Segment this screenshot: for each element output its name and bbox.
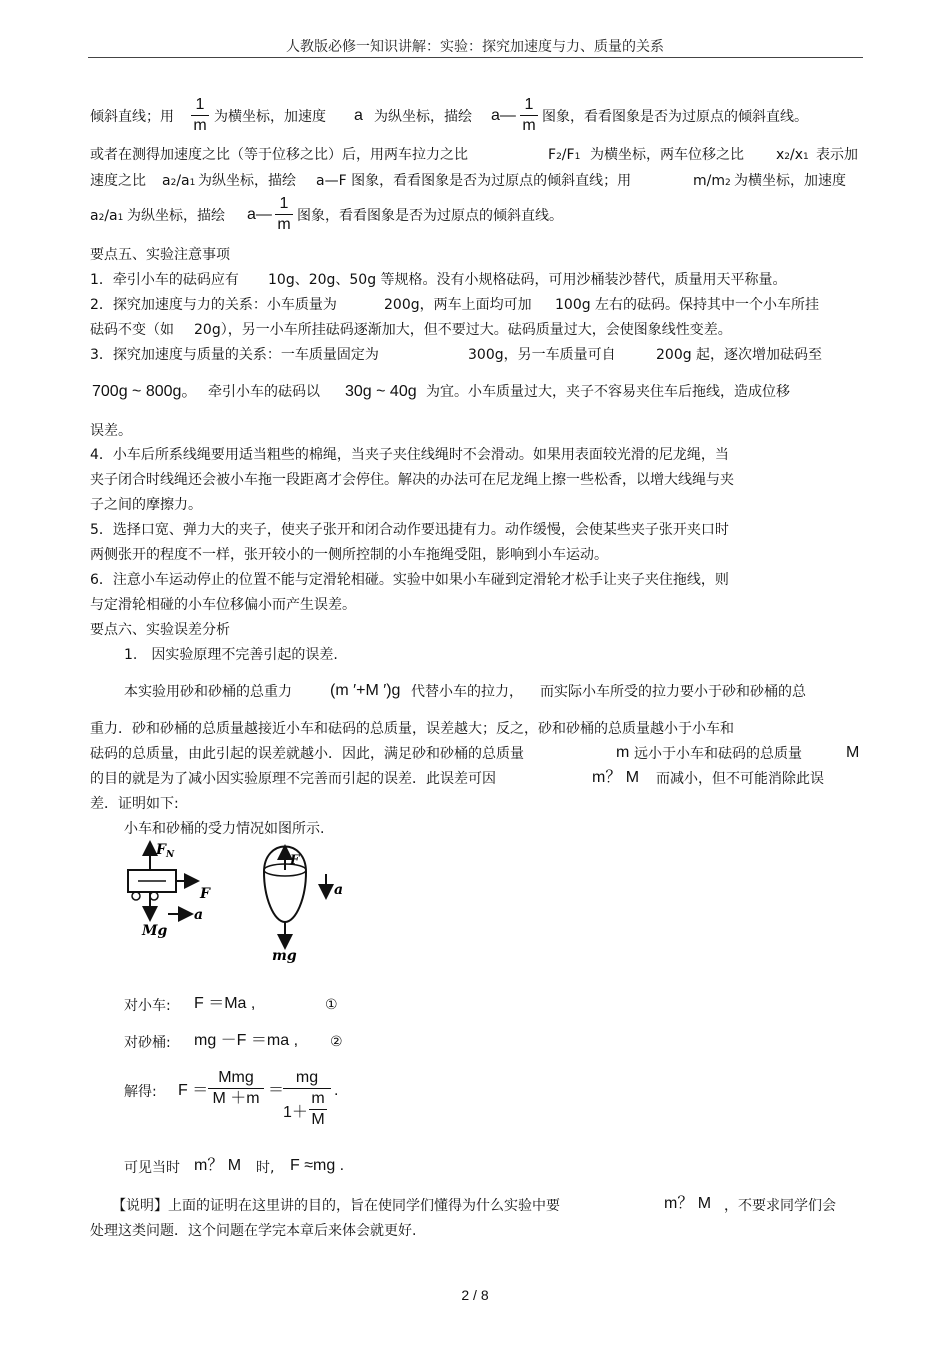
text: ＝ <box>268 1082 285 1099</box>
ratio-a2 <box>90 207 123 227</box>
t: N <box>165 850 175 860</box>
text: 误差。 <box>90 423 132 439</box>
text: m？ M <box>592 769 640 786</box>
text: 重力．砂和砂桶的总质量越接近小车和砝码的总质量，误差越大；反之，砂和砂桶的总质量越小于小车和 <box>90 721 734 737</box>
text: m <box>616 744 630 761</box>
text: 小车和砂桶的受力情况如图所示. <box>124 821 325 837</box>
text: a—F 图象，看看图象是否为过原点的倾斜直线；用 <box>316 173 632 189</box>
t: x <box>776 147 785 163</box>
t: 1 <box>189 178 196 188</box>
t: F <box>156 842 166 858</box>
t: 2 <box>98 213 105 223</box>
text: 为宜。小车质量过大，夹子不容易夹住车后拖线，造成位移 <box>426 384 790 400</box>
text: 300g，另一车质量可自 <box>468 347 616 363</box>
text: 4．小车后所系线绳要用适当粗些的棉绳，当夹子夹住线绳时不会滑动。如果用表面较光滑的尼龙绳，当 <box>90 447 729 463</box>
text: 图象，看看图象是否为过原点的倾斜直线。 <box>297 208 563 224</box>
numerator: mg <box>295 1069 319 1086</box>
ratio-x <box>776 146 809 166</box>
text: 而实际小车所受的拉力要小于砂和砂桶的总 <box>540 684 806 700</box>
text: 【说明】上面的证明在这里讲的目的，旨在使同学们懂得为什么实验中要 <box>112 1198 560 1214</box>
text: ，不要求同学们会 <box>724 1198 836 1214</box>
text: 表示加 <box>816 147 858 163</box>
equation-1: F ＝Ma , <box>194 995 256 1012</box>
text: 处理这类问题．这个问题在学完本章后来体会就更好. <box>90 1223 417 1239</box>
text: 700g ~ 800g。 <box>92 383 198 400</box>
t: a <box>162 173 171 189</box>
t: 2 <box>170 178 177 188</box>
t: M <box>311 1111 325 1128</box>
text: 而减小，但不可能消除此误 <box>656 771 824 787</box>
text: 代替小车的拉力， <box>411 684 523 700</box>
t: /a <box>176 173 190 189</box>
text: 1．牵引小车的砝码应有 <box>90 272 239 288</box>
text: 差．证明如下: <box>90 796 179 812</box>
text: 牵引小车的砝码以 <box>208 384 320 400</box>
text: 速度之比 <box>90 173 146 189</box>
t: 1 <box>574 152 581 162</box>
text: a— <box>247 206 272 223</box>
numerator: 1 <box>195 96 205 113</box>
denominator: m <box>277 216 291 233</box>
text: 为纵坐标，描绘 <box>198 173 296 189</box>
text: 100g 左右的砝码。保持其中一个小车所挂 <box>555 297 820 313</box>
text: 两侧张开的程度不一样，张开较小的一侧所控制的小车拖绳受阻，影响到小车运动。 <box>90 547 608 563</box>
label-a: a <box>334 882 344 898</box>
text: 6．注意小车运动停止的位置不能与定滑轮相碰。实验中如果小车碰到定滑轮才松手让夹子夹住拖线，则 <box>90 572 729 588</box>
t: /x <box>790 147 804 163</box>
numerator: Mmg <box>218 1069 254 1086</box>
label-a: a <box>194 907 204 923</box>
section-title: 要点五、实验注意事项 <box>90 247 230 263</box>
text: 30g ~ 40g <box>345 383 417 400</box>
text: 5．选择口宽、弹力大的夹子，使夹子张开和闭合动作要迅捷有力。动作缓慢，会使某些夹子张开夹口时 <box>90 522 729 538</box>
text: 20g），另一小车所挂砝码逐渐加大，但不要过大。砝码质量过大，会使图象线性变差。 <box>194 322 732 338</box>
text: 夹子闭合时线绳还会被小车拖一段距离才会停住。解决的办法可在尼龙绳上擦一些松香，以增大线绳与夹 <box>90 472 734 488</box>
text: . <box>334 1082 339 1099</box>
text: 200g，两车上面均可加 <box>384 297 532 313</box>
fraction-1-over-m <box>275 195 293 234</box>
numerator: 1 <box>524 96 534 113</box>
t: m/m <box>693 173 725 189</box>
text: 3．探究加速度与质量的关系：一车质量固定为 <box>90 347 379 363</box>
t: 1＋ <box>283 1104 308 1121</box>
ratio-a <box>162 172 195 192</box>
t: 1 <box>117 213 124 223</box>
text: (m ′+M ′)g <box>330 682 401 699</box>
text: 砝码不变（如 <box>90 322 174 338</box>
equation-number: ① <box>325 997 338 1013</box>
denominator: m <box>193 117 207 134</box>
t: 1 <box>803 152 809 162</box>
text: a <box>354 107 363 124</box>
label-mg: mg <box>272 948 297 964</box>
text: 可见当时 <box>124 1160 180 1176</box>
text: 对小车: <box>124 998 171 1014</box>
denominator <box>283 1090 331 1136</box>
text: 时, <box>256 1160 275 1176</box>
text: 10g、20g、50g 等规格。没有小规格砝码，可用沙桶装沙替代，质量用天平称量。 <box>268 272 787 288</box>
label-F: F <box>200 886 210 902</box>
text: 为纵坐标，描绘 <box>127 208 225 224</box>
t: 2 <box>725 178 731 188</box>
t: a <box>90 208 99 224</box>
label-Mg: Mg <box>142 923 168 939</box>
text: 为横坐标，加速度 <box>214 109 326 125</box>
text: M <box>846 744 860 761</box>
numerator: 1 <box>279 195 289 212</box>
text: 与定滑轮相碰的小车位移偏小而产生误差。 <box>90 597 356 613</box>
text: 200g 起，逐次增加砝码至 <box>656 347 823 363</box>
fraction-mg <box>283 1069 331 1136</box>
t: 2 <box>556 152 562 162</box>
t: 2 <box>784 152 791 162</box>
t: m <box>311 1090 325 1107</box>
text: m？ M <box>664 1195 712 1212</box>
t: F <box>548 147 557 163</box>
cart-icon <box>128 870 176 900</box>
header-rule <box>88 57 863 58</box>
text: 的目的就是为了减小因实验原理不完善而引起的误差．此误差可因 <box>90 771 496 787</box>
subsection-title: 1. 因实验原理不完善引起的误差. <box>124 647 338 663</box>
text: 2．探究加速度与力的关系：小车质量为 <box>90 297 337 313</box>
text: 为横坐标，加速度 <box>734 173 846 189</box>
text: a— <box>491 107 516 124</box>
text: 解得: <box>124 1084 157 1100</box>
text: 或者在测得加速度之比（等于位移之比）后，用两车拉力之比 <box>90 147 468 163</box>
text: 为横坐标，两车位移之比 <box>590 147 744 163</box>
fraction-1-over-m <box>520 96 538 135</box>
fraction-Mmg <box>208 1069 264 1108</box>
fraction-1-over-m <box>191 96 209 135</box>
text: F ≈mg . <box>290 1157 345 1174</box>
text: 为纵坐标，描绘 <box>374 109 472 125</box>
denominator: m <box>522 117 536 134</box>
text: 本实验用砂和砂桶的总重力 <box>124 684 292 700</box>
t: /F <box>561 147 575 163</box>
text: m？ M <box>194 1157 242 1174</box>
text: 砝码的总质量，由此引起的误差就越小．因此，满足砂和砂桶的总质量 <box>90 746 524 762</box>
equation-number: ② <box>330 1034 343 1050</box>
text: 子之间的摩擦力。 <box>90 497 202 513</box>
label-F: F <box>290 853 300 868</box>
page-number: 2 / 8 <box>461 1287 489 1303</box>
section-title: 要点六、实验误差分析 <box>90 622 230 638</box>
text: 对砂桶: <box>124 1035 171 1051</box>
text: 倾斜直线；用 <box>90 109 174 125</box>
denominator: M ＋m <box>212 1090 260 1107</box>
text: 图象，看看图象是否为过原点的倾斜直线。 <box>542 109 808 125</box>
equation-2: mg －F ＝ma , <box>194 1032 299 1049</box>
label-FN <box>155 842 175 860</box>
text: 远小于小车和砝码的总质量 <box>634 746 802 762</box>
force-diagram <box>120 838 360 968</box>
ratio-F <box>548 146 580 166</box>
text: F ＝ <box>178 1082 209 1099</box>
t: /a <box>104 208 118 224</box>
page-header: 人教版必修一知识讲解：实验：探究加速度与力、质量的关系 <box>286 39 664 55</box>
ratio-m <box>693 172 731 192</box>
